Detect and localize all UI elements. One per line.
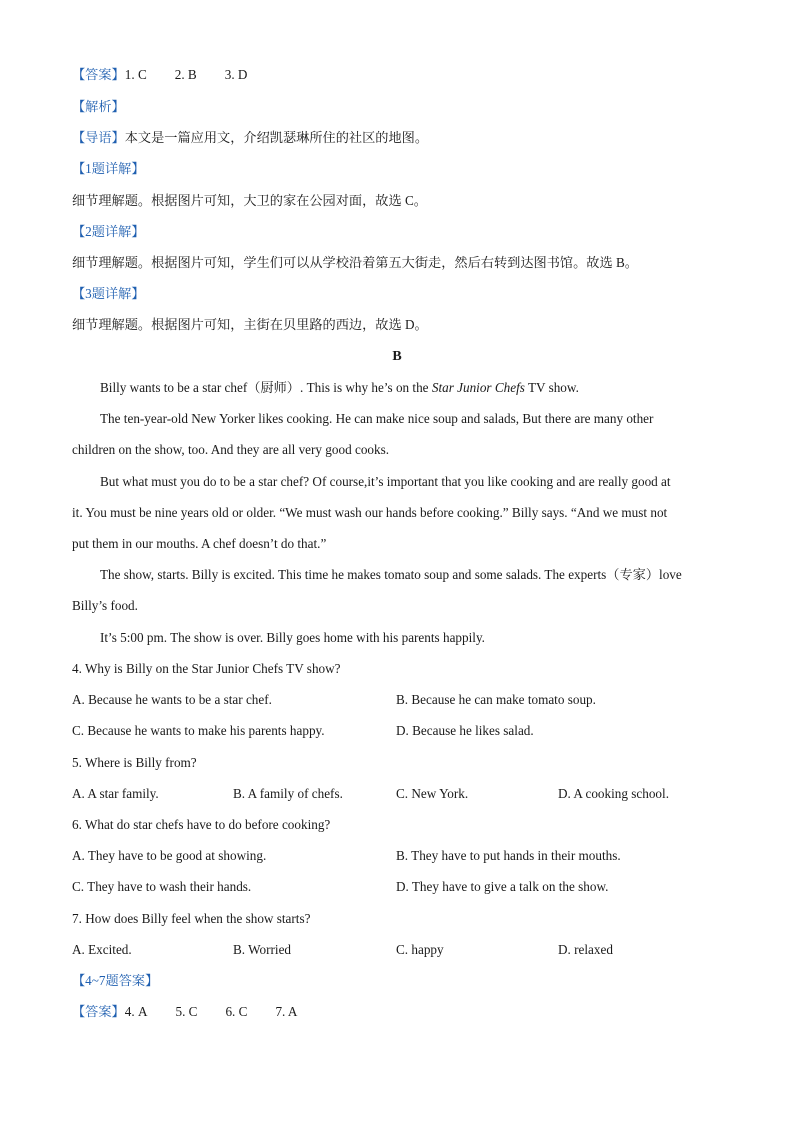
passage-paragraph-3-line-3: put them in our mouths. A chef doesn’t do that.”	[72, 536, 327, 551]
question-stem: 4. Why is Billy on the Star Junior Chefs TV show?	[72, 661, 341, 676]
option-b: B. Worried	[233, 942, 292, 957]
option-d: D. relaxed	[558, 942, 613, 957]
option-b: B. A family of chefs.	[233, 786, 343, 801]
passage-paragraph-3-line-1: But what must you do to be a star chef? Of course,it’s important that you like cooking and are really good at	[100, 474, 671, 489]
question-stem: 5. Where is Billy from?	[72, 755, 197, 770]
answer-label: 【答案】	[72, 67, 125, 82]
q3-explanation: 细节理解题。根据图片可知，主街在贝里路的西边，故选 D。	[72, 317, 428, 332]
option-b: B. Because he can make tomato soup.	[396, 692, 596, 707]
section-title: B	[392, 349, 402, 364]
guide-text: 本文是一篇应用文，介绍凯瑟琳所住的社区的地图。	[124, 130, 429, 145]
passage-text: TV show.	[524, 380, 579, 395]
answer-item: 2. B	[174, 67, 197, 82]
passage-paragraph-2-line-1: The ten-year-old New Yorker likes cooking. He can make nice soup and salads, But there are many other	[100, 411, 654, 426]
passage-paragraph-2-line-2: children on the show, too. And they are all very good cooks.	[72, 442, 390, 457]
option-a: A. They have to be good at showing.	[72, 848, 267, 863]
analysis-label: 【解析】	[72, 99, 125, 114]
question-stem: 6. What do star chefs have to do before cooking?	[72, 817, 331, 832]
option-c: C. happy	[396, 942, 444, 957]
answer-line-1	[72, 66, 247, 84]
answer-section-label: 【4~7题答案】	[72, 973, 159, 988]
answer-item: 4. A	[124, 1004, 148, 1019]
option-a: A. A star family.	[72, 786, 159, 801]
question-stem: 7. How does Billy feel when the show starts?	[72, 911, 311, 926]
answer-label: 【答案】	[72, 1004, 125, 1019]
option-c: C. New York.	[396, 786, 469, 801]
option-d: D. They have to give a talk on the show.	[396, 879, 609, 894]
option-a: A. Excited.	[72, 942, 132, 957]
passage-paragraph-4-line-1: The show, starts. Billy is excited. This time he makes tomato soup and some salads. The experts（专家）love	[100, 567, 682, 582]
option-c: C. They have to wash their hands.	[72, 879, 252, 894]
passage-paragraph-5: It’s 5:00 pm. The show is over. Billy goes home with his parents happily.	[100, 630, 485, 645]
q2-explanation: 细节理解题。根据图片可知，学生们可以从学校沿着第五大街走，然后右转到达图书馆。故选 B。	[72, 255, 638, 270]
passage-paragraph-4-line-2: Billy’s food.	[72, 598, 138, 613]
option-b: B. They have to put hands in their mouths.	[396, 848, 621, 863]
answer-item: 5. C	[175, 1004, 198, 1019]
option-d: D. A cooking school.	[558, 786, 669, 801]
guide-line	[72, 129, 428, 147]
passage-paragraph-3-line-2: it. You must be nine years old or older. “We must wash our hands before cooking.” Billy says. “And we must not	[72, 505, 668, 520]
q1-label: 【1题详解】	[72, 161, 145, 176]
q1-explanation: 细节理解题。根据图片可知，大卫的家在公园对面，故选 C。	[72, 193, 427, 208]
passage-paragraph-1	[100, 379, 579, 397]
passage-text: Billy wants to be a star chef（厨师）. This is why he’s on the	[100, 380, 432, 395]
q3-label: 【3题详解】	[72, 286, 145, 301]
q2-label: 【2题详解】	[72, 224, 145, 239]
option-d: D. Because he likes salad.	[396, 723, 534, 738]
answer-item: 7. A	[275, 1004, 298, 1019]
answer-item: 1. C	[124, 67, 147, 82]
answer-item: 6. C	[225, 1004, 248, 1019]
show-title: Star Junior Chefs	[431, 380, 525, 395]
option-c: C. Because he wants to make his parents happy.	[72, 723, 325, 738]
answer-item: 3. D	[224, 67, 248, 82]
guide-label: 【导语】	[72, 130, 125, 145]
answer-line-2	[72, 1003, 297, 1021]
option-a: A. Because he wants to be a star chef.	[72, 692, 272, 707]
